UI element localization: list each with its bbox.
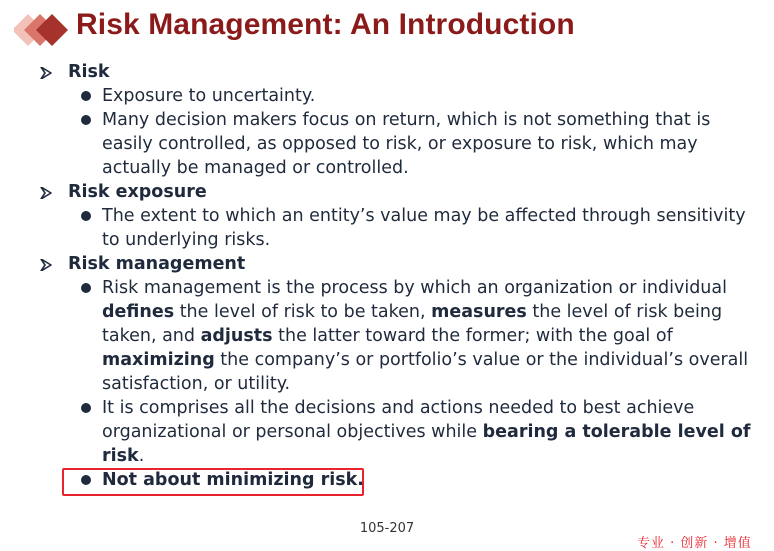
bullet-item: [38, 84, 758, 108]
bullet-dot-icon: [81, 211, 91, 221]
section-heading-text: Risk: [68, 62, 110, 82]
section-heading: [38, 180, 758, 204]
bullet-item: [38, 396, 758, 468]
highlight-box: [62, 468, 364, 496]
bullet-dot-icon: [81, 403, 91, 413]
page-number: 105-207: [359, 521, 415, 536]
section-heading-text: Risk management: [68, 254, 246, 274]
section-heading: [38, 252, 758, 276]
section-risk: [38, 60, 758, 180]
bullet-dot-icon: [81, 91, 91, 101]
arrow-bullet-icon: [40, 187, 52, 199]
section-heading: [38, 60, 758, 84]
bullet-dot-icon: [81, 115, 91, 125]
bullet-item: [38, 204, 758, 252]
bullet-text: Risk management is the process by which an organization or individual defines the level of risk to be taken, measures the level of risk being taken, and adjusts the latter toward the former; with the goal of maximizing the company’s or portfolio’s value or the individual’s overall satisfaction, or utility.: [102, 278, 749, 394]
bullet-item: [38, 108, 758, 180]
bullet-item: [38, 276, 758, 396]
bullet-text: Not about minimizing risk.: [102, 470, 364, 490]
bullet-text: Exposure to uncertainty.: [102, 86, 316, 106]
bullet-dot-icon: [81, 283, 91, 293]
arrow-bullet-icon: [40, 67, 52, 79]
arrow-bullet-icon: [40, 259, 52, 271]
diamond-logo-icon: [14, 12, 74, 48]
section-risk-management: [38, 252, 758, 492]
bullet-text: Many decision makers focus on return, which is not something that is easily controlled, as opposed to risk, or exposure to risk, which may actually be managed or controlled.: [102, 110, 711, 178]
bullet-text: It is comprises all the decisions and actions needed to best achieve organizational or personal objectives while bearing a tolerable level of risk.: [102, 398, 751, 466]
slide-content: [38, 60, 758, 492]
section-risk-exposure: [38, 180, 758, 252]
bullet-text: The extent to which an entity’s value may be affected through sensitivity to underlying risks.: [102, 206, 746, 250]
slide-title: Risk Management: An Introduction: [76, 8, 575, 41]
section-heading-text: Risk exposure: [68, 182, 207, 202]
watermark: 专业 · 创新 · 增值: [637, 536, 752, 551]
